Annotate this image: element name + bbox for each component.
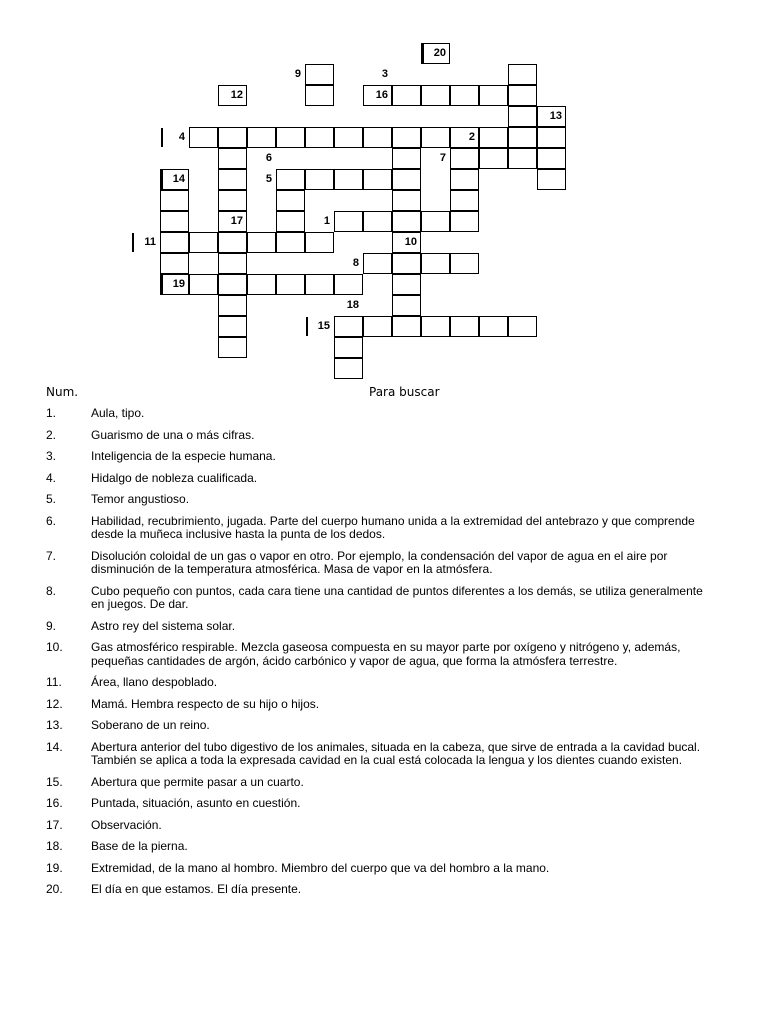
clue-number-8: 8 <box>352 257 359 269</box>
clue-item-text: Puntada, situación, asunto en cuestión. <box>91 796 301 810</box>
clue-item-text: Guarismo de una o más cifras. <box>91 427 255 442</box>
clue-item-text: Temor angustioso. <box>91 492 190 506</box>
grid-start-bar <box>132 233 134 252</box>
clue-item-number: 7. <box>46 548 57 563</box>
clue-item-text: El día en que estamos. El día presente. <box>91 882 302 896</box>
grid-cell <box>450 316 479 337</box>
clue-item <box>0 620 768 634</box>
grid-cell <box>218 337 247 358</box>
grid-cell <box>508 127 537 148</box>
grid-cell <box>421 211 450 232</box>
grid-cell <box>508 148 537 169</box>
clue-item-text: Habilidad, recubrimiento, jugada. Parte del cuerpo humano unida a la extremidad del antebrazo y que comprende desde la muñeca inclusive hasta la punta de los dedos. <box>91 513 695 541</box>
grid-cell <box>392 127 421 148</box>
grid-cell <box>392 211 421 232</box>
grid-cell <box>276 127 305 148</box>
grid-cell <box>508 106 537 127</box>
clue-item-number: 12. <box>46 696 63 711</box>
grid-cell <box>334 337 363 358</box>
clue-number-11: 11 <box>144 236 156 248</box>
clue-item-number: 11. <box>46 675 62 689</box>
grid-cell <box>305 274 334 295</box>
clue-item-number: 2. <box>46 427 57 442</box>
clue-number-18: 18 <box>346 299 359 311</box>
clue-number-7: 7 <box>439 152 446 164</box>
clue-number-19: 19 <box>172 278 185 290</box>
clue-item <box>0 493 768 507</box>
clue-item <box>0 515 768 542</box>
clue-item-text: Mamá. Hembra respecto de su hijo o hijos. <box>91 696 320 711</box>
clue-number-1: 1 <box>323 215 330 227</box>
grid-cell <box>218 274 247 295</box>
clue-item-number: 18. <box>46 839 63 853</box>
clue-number-10: 10 <box>404 236 417 248</box>
clue-item <box>0 883 768 897</box>
clue-item <box>0 450 768 464</box>
grid-cell <box>450 85 479 106</box>
grid-start-bar <box>161 170 163 189</box>
clue-item-text: Hidalgo de nobleza cualificada. <box>91 470 258 485</box>
grid-cell <box>421 253 450 274</box>
clue-item-number: 19. <box>46 860 63 875</box>
grid-cell <box>392 274 421 295</box>
clue-item-number: 10. <box>46 640 63 654</box>
grid-cell <box>218 169 247 190</box>
crossword-grid <box>0 0 768 385</box>
grid-cell <box>160 190 189 211</box>
grid-cell <box>276 190 305 211</box>
grid-cell <box>160 253 189 274</box>
grid-cell <box>479 316 508 337</box>
grid-cell <box>218 190 247 211</box>
grid-cell <box>537 169 566 190</box>
column-header-title: Para buscar <box>369 385 440 399</box>
grid-cell <box>334 169 363 190</box>
clue-number-9: 9 <box>294 68 301 80</box>
clue-number-12: 12 <box>230 89 243 101</box>
clue-item <box>0 407 768 421</box>
grid-cell <box>450 211 479 232</box>
grid-cell <box>392 295 421 316</box>
grid-cell <box>479 85 508 106</box>
grid-cell <box>276 274 305 295</box>
grid-cell <box>334 211 363 232</box>
grid-cell <box>334 358 363 379</box>
clue-item-number: 17. <box>46 817 63 832</box>
clue-number-14: 14 <box>172 173 185 185</box>
clue-item-text: Extremidad, de la mano al hombro. Miembro del cuerpo que va del hombro a la mano. <box>91 860 550 875</box>
clue-item <box>0 776 768 790</box>
clue-item-number: 1. <box>46 406 57 420</box>
grid-cell <box>160 211 189 232</box>
grid-cell <box>276 211 305 232</box>
clue-item-text: Soberano de un reino. <box>91 718 210 732</box>
grid-start-bar <box>306 317 308 336</box>
grid-cell <box>160 232 189 253</box>
grid-cell <box>276 232 305 253</box>
grid-cell <box>218 127 247 148</box>
grid-cell <box>247 127 276 148</box>
clue-number-17: 17 <box>230 215 243 227</box>
clue-number-5: 5 <box>265 173 272 185</box>
clue-item-text: Abertura anterior del tubo digestivo de los animales, situada en la cabeza, que sirve de entrada a la cavidad bucal. También se aplica a toda la expresada cavidad en la cual está colocada la lengua y los dientes cuando existen. <box>91 739 701 767</box>
clue-list <box>0 407 768 905</box>
clue-item-number: 3. <box>46 449 57 463</box>
grid-cell <box>450 190 479 211</box>
clue-item-text: Observación. <box>91 817 162 832</box>
clue-item-number: 14. <box>46 739 63 754</box>
clue-item-number: 13. <box>46 718 63 732</box>
clue-item <box>0 472 768 486</box>
grid-cell <box>450 148 479 169</box>
column-header-num: Num. <box>46 385 79 399</box>
clue-item <box>0 819 768 833</box>
grid-cell <box>218 253 247 274</box>
grid-cell <box>421 127 450 148</box>
grid-cell <box>392 190 421 211</box>
clue-item <box>0 550 768 577</box>
clue-item-text: Gas atmosférico respirable. Mezcla gaseosa compuesta en su mayor parte por oxígeno y nitrógeno y, además, pequeñas cantidades de argón, ácido carbónico y vapor de agua, que forma la atmósfera terrestre. <box>91 640 681 668</box>
clue-item-number: 4. <box>46 470 57 485</box>
clue-item-text: Aula, tipo. <box>91 406 145 420</box>
grid-cell <box>334 127 363 148</box>
clue-item <box>0 862 768 876</box>
grid-cell <box>363 169 392 190</box>
grid-cell <box>508 316 537 337</box>
clue-item <box>0 641 768 668</box>
grid-cell <box>450 169 479 190</box>
grid-cell <box>305 64 334 85</box>
grid-cell <box>421 85 450 106</box>
grid-cell <box>392 148 421 169</box>
clue-item-text: Base de la pierna. <box>91 839 188 853</box>
grid-cell <box>305 127 334 148</box>
clue-number-13: 13 <box>549 110 562 122</box>
grid-cell <box>247 232 276 253</box>
clue-item-number: 20. <box>46 882 63 896</box>
clue-number-6: 6 <box>265 152 272 164</box>
grid-cell <box>363 253 392 274</box>
clue-item-number: 9. <box>46 618 57 633</box>
grid-cell <box>392 316 421 337</box>
grid-cell <box>363 127 392 148</box>
grid-start-bar <box>161 275 163 294</box>
clue-number-20: 20 <box>433 47 446 59</box>
grid-cell <box>334 316 363 337</box>
clue-item-text: Área, llano despoblado. <box>91 675 218 689</box>
grid-cell <box>189 232 218 253</box>
grid-cell <box>392 85 421 106</box>
grid-cell <box>189 274 218 295</box>
grid-cell <box>421 316 450 337</box>
clue-item-number: 15. <box>46 774 63 789</box>
clue-item <box>0 698 768 712</box>
clue-item-number: 5. <box>46 492 57 506</box>
clue-number-16: 16 <box>375 89 388 101</box>
clue-item-text: Cubo pequeño con puntos, cada cara tiene una cantidad de puntos diferentes a los demás, se utiliza generalmente en juegos. De dar. <box>91 583 703 611</box>
clue-item <box>0 797 768 811</box>
clue-item-text: Abertura que permite pasar a un cuarto. <box>91 774 304 789</box>
grid-cell <box>218 295 247 316</box>
grid-cell <box>363 316 392 337</box>
grid-cell <box>305 85 334 106</box>
grid-cell <box>363 211 392 232</box>
clue-item-number: 8. <box>46 583 57 598</box>
clue-item-text: Inteligencia de la especie humana. <box>91 449 276 463</box>
grid-cell <box>479 127 508 148</box>
grid-cell <box>392 169 421 190</box>
grid-cell <box>479 148 508 169</box>
grid-cell <box>334 274 363 295</box>
clue-item <box>0 676 768 690</box>
clue-item <box>0 741 768 768</box>
clue-item <box>0 840 768 854</box>
clue-item <box>0 429 768 443</box>
grid-cell <box>189 127 218 148</box>
clue-item-number: 16. <box>46 796 63 810</box>
grid-cell <box>508 85 537 106</box>
grid-start-bar <box>161 128 163 147</box>
grid-cell <box>305 232 334 253</box>
grid-cell <box>276 169 305 190</box>
clue-number-3: 3 <box>381 68 388 80</box>
clue-item <box>0 719 768 733</box>
grid-cell <box>218 232 247 253</box>
clue-number-15: 15 <box>317 320 330 332</box>
clue-item-number: 6. <box>46 513 57 528</box>
grid-cell <box>392 253 421 274</box>
clue-item-text: Astro rey del sistema solar. <box>91 618 236 633</box>
clue-item <box>0 585 768 612</box>
grid-start-bar <box>422 44 424 63</box>
clue-item-text: Disolución coloidal de un gas o vapor en otro. Por ejemplo, la condensación del vapor de agua en el aire por disminución de la temperatura atmosférica. Masa de vapor en la atmósfera. <box>91 548 668 576</box>
grid-cell <box>537 127 566 148</box>
grid-cell <box>508 64 537 85</box>
grid-cell <box>537 148 566 169</box>
grid-cell <box>247 274 276 295</box>
clue-number-4: 4 <box>178 131 185 143</box>
grid-cell <box>450 253 479 274</box>
grid-cell <box>218 316 247 337</box>
grid-cell <box>218 148 247 169</box>
clue-number-2: 2 <box>468 131 475 143</box>
grid-cell <box>305 169 334 190</box>
